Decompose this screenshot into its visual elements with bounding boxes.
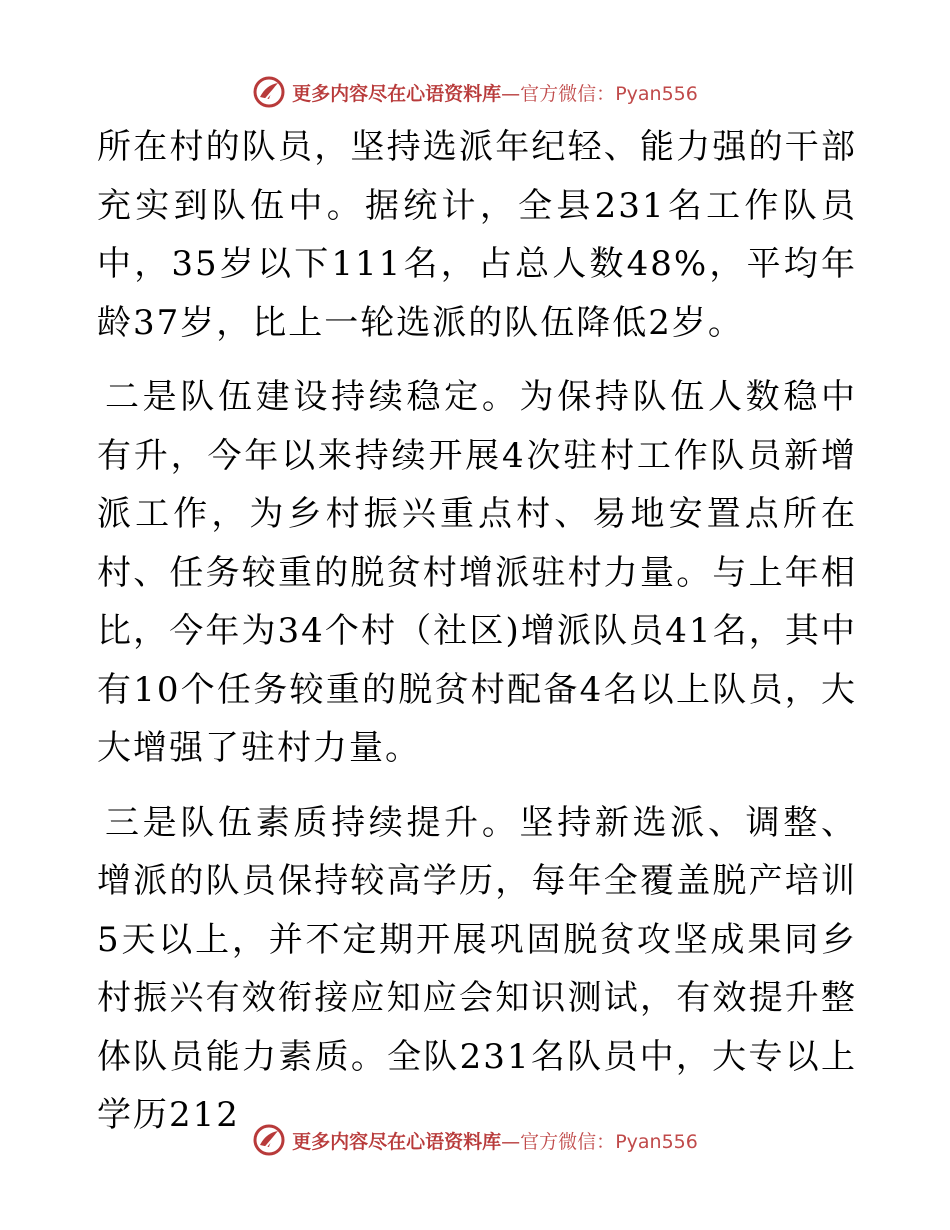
watermark-text bbox=[292, 79, 698, 106]
footer-watermark bbox=[0, 1118, 950, 1162]
paragraph-3: 三是队伍素质持续提升。坚持新选派、调整、增派的队员保持较高学历，每年全覆盖脱产培训5天以上，并不定期开展巩固脱贫攻坚成果同乡村振兴有效衔接应知应会知识测试，有效提升整体队员能力素质。全队231名队员中，大专以上学历212 bbox=[97, 802, 857, 1135]
watermark-main: 更多内容尽在心语资料库 bbox=[292, 82, 502, 105]
document-body bbox=[97, 118, 857, 1145]
watermark-label: 官方微信： bbox=[520, 82, 616, 105]
watermark-id: Pyan556 bbox=[615, 1130, 698, 1153]
paragraph-2: 二是队伍建设持续稳定。为保持队伍人数稳中有升，今年以来持续开展4次驻村工作队员新增派工作，为乡村振兴重点村、易地安置点所在村、任务较重的脱贫村增派驻村力量。与上年相比，今年为34个村（社区)增派队员41名，其中有10个任务较重的脱贫村配备4名以上队员，大大增强了驻村力量。 bbox=[97, 377, 857, 768]
watermark-dash: — bbox=[501, 1130, 521, 1153]
brand-logo-icon bbox=[252, 1123, 286, 1157]
paragraph-1: 所在村的队员，坚持选派年纪轻、能力强的干部充实到队伍中。据统计，全县231名工作队员中，35岁以下111名，占总人数48%，平均年龄37岁，比上一轮选派的队伍降低2岁。 bbox=[97, 127, 857, 343]
watermark-main: 更多内容尽在心语资料库 bbox=[292, 1130, 502, 1153]
brand-logo-icon bbox=[252, 75, 286, 109]
watermark-label: 官方微信： bbox=[520, 1130, 616, 1153]
watermark-text bbox=[292, 1127, 698, 1154]
watermark-dash: — bbox=[501, 82, 521, 105]
watermark-id: Pyan556 bbox=[615, 82, 698, 105]
header-watermark bbox=[0, 70, 950, 114]
